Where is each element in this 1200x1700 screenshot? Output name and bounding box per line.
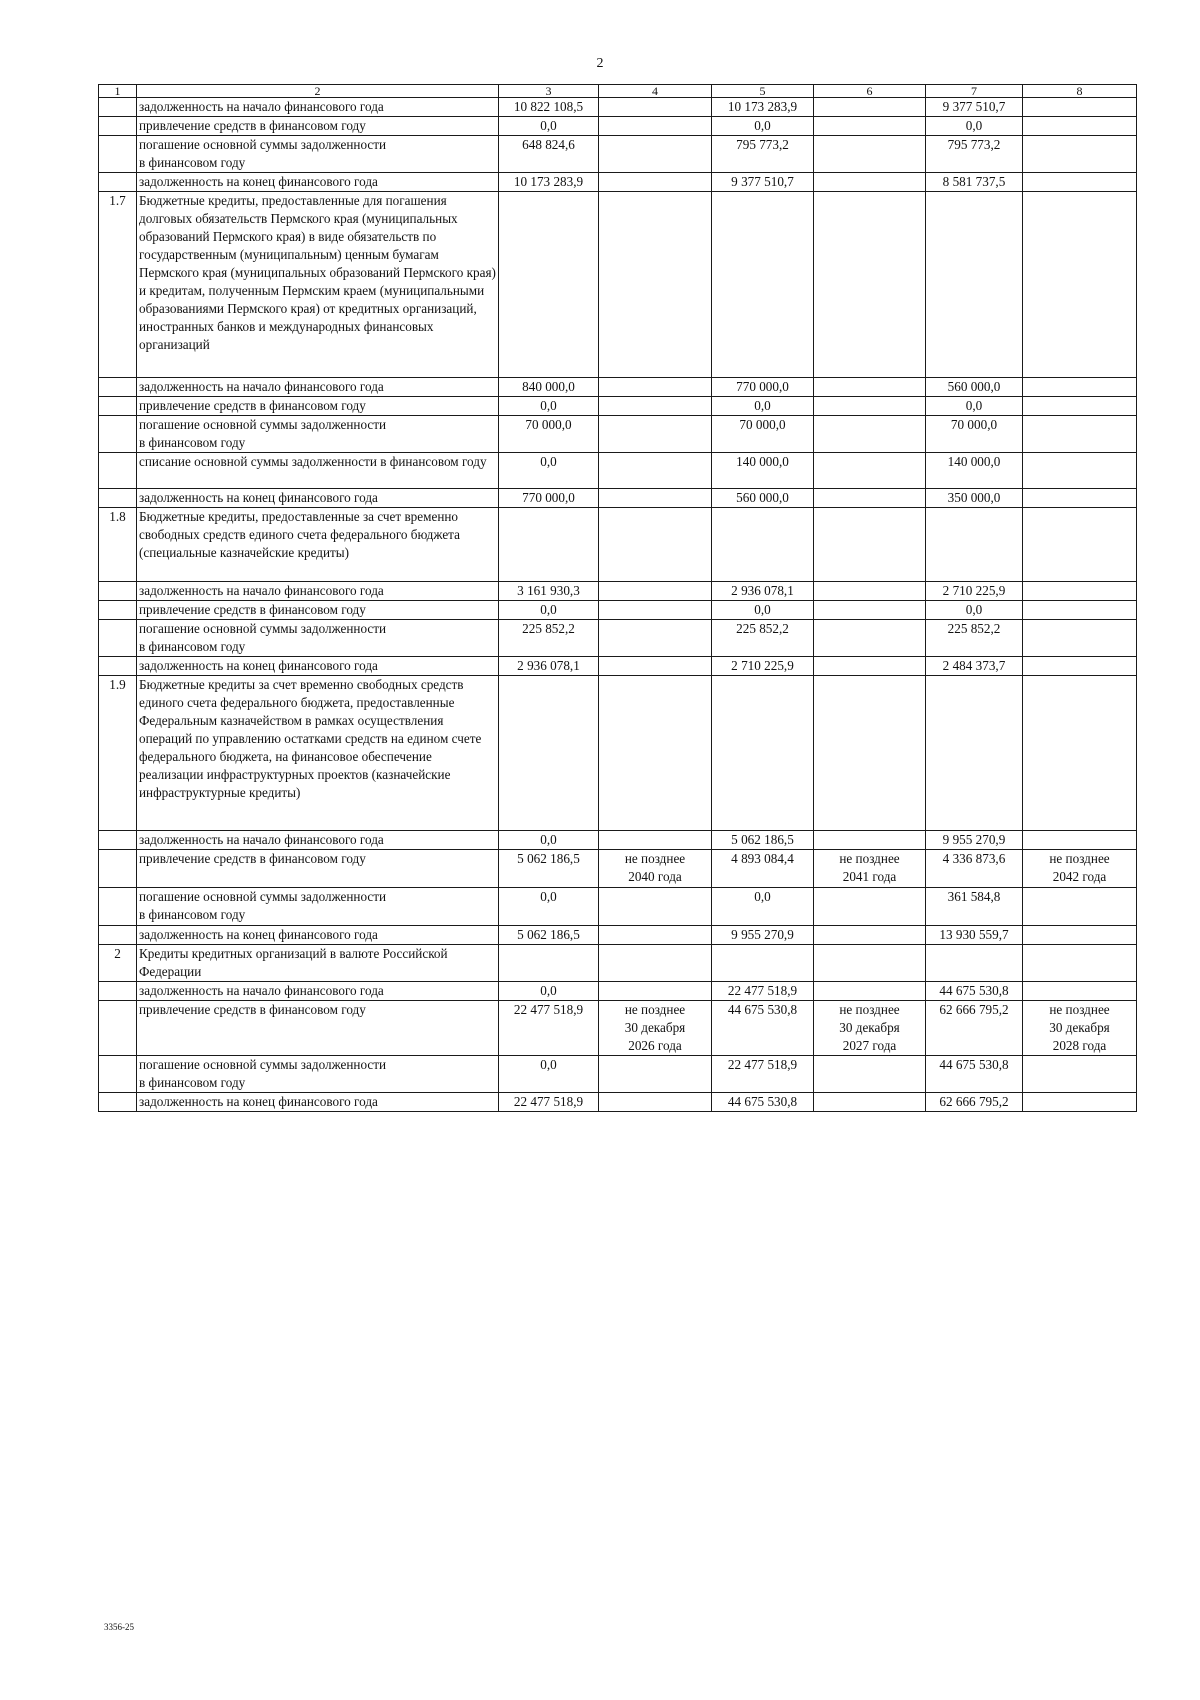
indicator-cell: задолженность на конец финансового года [137,926,499,945]
row-number-cell [99,378,137,397]
term-col8-cell [1023,508,1137,582]
value-col5-cell: 2 710 225,9 [712,657,814,676]
term-col6-cell [814,582,926,601]
value-col5-cell: 225 852,2 [712,620,814,657]
row-number-cell: 1.7 [99,192,137,378]
table-row [99,620,1137,657]
value-col3-cell: 70 000,0 [499,416,599,453]
term-col8-cell [1023,1093,1137,1112]
header-cell: 7 [926,85,1023,98]
term-col6-cell [814,192,926,378]
indicator-cell: погашение основной суммы задолженности в финансовом году [137,888,499,926]
value-col5-cell: 0,0 [712,888,814,926]
value-col7-cell: 44 675 530,8 [926,982,1023,1001]
value-col3-cell: 10 173 283,9 [499,173,599,192]
row-number-cell [99,173,137,192]
term-col6-cell [814,508,926,582]
indicator-cell: списание основной суммы задолженности в финансовом году [137,453,499,489]
value-col5-cell: 795 773,2 [712,136,814,173]
row-number-cell [99,1056,137,1093]
row-number-cell: 1.8 [99,508,137,582]
term-col4-cell [599,1056,712,1093]
indicator-cell: привлечение средств в финансовом году [137,850,499,888]
term-col4-cell [599,489,712,508]
debt-table [98,84,1137,1112]
value-col7-cell: 62 666 795,2 [926,1001,1023,1056]
table-row [99,926,1137,945]
table-row [99,1056,1137,1093]
term-col6-cell [814,831,926,850]
table-header-row [99,85,1137,98]
table-row [99,601,1137,620]
table-row [99,850,1137,888]
indicator-cell: привлечение средств в финансовом году [137,1001,499,1056]
term-col4-cell [599,416,712,453]
value-col5-cell [712,192,814,378]
term-col6-cell [814,1056,926,1093]
value-col3-cell: 2 936 078,1 [499,657,599,676]
value-col5-cell: 9 377 510,7 [712,173,814,192]
row-number-cell [99,657,137,676]
row-number-cell [99,136,137,173]
indicator-cell: погашение основной суммы задолженности в финансовом году [137,416,499,453]
term-col4-cell [599,98,712,117]
row-number-cell [99,601,137,620]
table-row [99,582,1137,601]
value-col7-cell: 0,0 [926,601,1023,620]
term-col4-cell [599,117,712,136]
indicator-cell: привлечение средств в финансовом году [137,117,499,136]
value-col5-cell: 9 955 270,9 [712,926,814,945]
term-col4-cell [599,397,712,416]
value-col3-cell: 10 822 108,5 [499,98,599,117]
value-col5-cell: 770 000,0 [712,378,814,397]
term-col4-cell [599,136,712,173]
value-col3-cell [499,508,599,582]
value-col3-cell [499,192,599,378]
term-col6-cell [814,888,926,926]
value-col3-cell: 0,0 [499,601,599,620]
term-col6-cell [814,601,926,620]
row-number-cell [99,582,137,601]
table-row [99,173,1137,192]
indicator-cell: Бюджетные кредиты, предоставленные за счет временно свободных средств единого счета федерального бюджета (специальные казначейские кредиты) [137,508,499,582]
value-col5-cell: 44 675 530,8 [712,1093,814,1112]
value-col3-cell: 0,0 [499,1056,599,1093]
value-col3-cell: 0,0 [499,831,599,850]
term-col8-cell [1023,582,1137,601]
table-row [99,98,1137,117]
row-number-cell [99,397,137,416]
header-cell: 5 [712,85,814,98]
value-col7-cell: 44 675 530,8 [926,1056,1023,1093]
value-col7-cell: 0,0 [926,397,1023,416]
term-col6-cell [814,676,926,831]
value-col7-cell: 2 484 373,7 [926,657,1023,676]
value-col5-cell [712,508,814,582]
indicator-cell: задолженность на начало финансового года [137,831,499,850]
term-col4-cell [599,982,712,1001]
table-row [99,1001,1137,1056]
indicator-cell: задолженность на начало финансового года [137,378,499,397]
table-row [99,136,1137,173]
value-col5-cell: 22 477 518,9 [712,1056,814,1093]
term-col6-cell: не позднее 2041 года [814,850,926,888]
term-col8-cell [1023,98,1137,117]
document-code: 3356-25 [104,1622,134,1632]
term-col6-cell [814,173,926,192]
term-col6-cell [814,1093,926,1112]
value-col5-cell [712,676,814,831]
indicator-cell: привлечение средств в финансовом году [137,397,499,416]
table-row [99,945,1137,982]
term-col4-cell [599,676,712,831]
row-number-cell [99,489,137,508]
indicator-cell: задолженность на конец финансового года [137,489,499,508]
term-col6-cell [814,926,926,945]
value-col3-cell: 225 852,2 [499,620,599,657]
value-col7-cell: 140 000,0 [926,453,1023,489]
value-col3-cell [499,945,599,982]
term-col6-cell [814,136,926,173]
term-col6-cell [814,397,926,416]
row-number-cell [99,1001,137,1056]
value-col3-cell: 770 000,0 [499,489,599,508]
term-col6-cell [814,453,926,489]
term-col4-cell [599,1093,712,1112]
value-col3-cell: 648 824,6 [499,136,599,173]
term-col8-cell [1023,620,1137,657]
table-row [99,982,1137,1001]
table-row [99,508,1137,582]
value-col7-cell: 8 581 737,5 [926,173,1023,192]
term-col4-cell: не позднее 2040 года [599,850,712,888]
value-col7-cell: 9 955 270,9 [926,831,1023,850]
term-col6-cell [814,489,926,508]
term-col6-cell [814,117,926,136]
value-col3-cell: 840 000,0 [499,378,599,397]
indicator-cell: погашение основной суммы задолженности в финансовом году [137,1056,499,1093]
term-col8-cell [1023,1056,1137,1093]
term-col8-cell [1023,926,1137,945]
term-col8-cell [1023,192,1137,378]
term-col4-cell [599,582,712,601]
table-row [99,676,1137,831]
table-row [99,888,1137,926]
value-col7-cell: 0,0 [926,117,1023,136]
header-cell: 8 [1023,85,1137,98]
term-col4-cell [599,657,712,676]
value-col3-cell: 0,0 [499,397,599,416]
term-col4-cell [599,945,712,982]
indicator-cell: задолженность на конец финансового года [137,173,499,192]
term-col8-cell [1023,657,1137,676]
header-cell: 3 [499,85,599,98]
term-col6-cell [814,378,926,397]
term-col6-cell [814,945,926,982]
term-col4-cell: не позднее 30 декабря 2026 года [599,1001,712,1056]
table-row [99,117,1137,136]
value-col3-cell: 0,0 [499,453,599,489]
term-col4-cell [599,192,712,378]
page-number: 2 [596,56,604,71]
term-col8-cell [1023,945,1137,982]
table-row [99,657,1137,676]
value-col7-cell: 350 000,0 [926,489,1023,508]
indicator-cell: Бюджетные кредиты, предоставленные для погашения долговых обязательств Пермского края (муниципальных образований Пермского края) в виде обязательств по государственным (муниципальным) ценным бумагам Пермского края (муниципальных образований Пермского края) и кредитам, полученным Пермским краем (муниципальными образованиями Пермского края) от кредитных организаций, иностранных банков и международных финансовых организаций [137,192,499,378]
term-col4-cell [599,831,712,850]
value-col7-cell: 225 852,2 [926,620,1023,657]
value-col3-cell [499,676,599,831]
term-col4-cell [599,888,712,926]
indicator-cell: задолженность на конец финансового года [137,657,499,676]
row-number-cell [99,850,137,888]
indicator-cell: погашение основной суммы задолженности в финансовом году [137,620,499,657]
value-col5-cell: 0,0 [712,397,814,416]
table-row [99,453,1137,489]
term-col8-cell [1023,173,1137,192]
value-col7-cell [926,676,1023,831]
term-col8-cell: не позднее 30 декабря 2028 года [1023,1001,1137,1056]
value-col5-cell: 0,0 [712,601,814,620]
value-col3-cell: 0,0 [499,117,599,136]
value-col3-cell: 3 161 930,3 [499,582,599,601]
term-col6-cell [814,416,926,453]
value-col7-cell: 70 000,0 [926,416,1023,453]
term-col4-cell [599,620,712,657]
table-row [99,416,1137,453]
term-col8-cell [1023,489,1137,508]
term-col4-cell [599,173,712,192]
indicator-cell: Кредиты кредитных организаций в валюте Российской Федерации [137,945,499,982]
value-col7-cell [926,945,1023,982]
indicator-cell: погашение основной суммы задолженности в финансовом году [137,136,499,173]
row-number-cell [99,926,137,945]
value-col5-cell: 2 936 078,1 [712,582,814,601]
term-col8-cell [1023,888,1137,926]
term-col6-cell [814,982,926,1001]
header-cell: 4 [599,85,712,98]
row-number-cell [99,620,137,657]
value-col3-cell: 22 477 518,9 [499,1093,599,1112]
value-col5-cell [712,945,814,982]
indicator-cell: Бюджетные кредиты за счет временно свободных средств единого счета федерального бюджета, предоставленные Федеральным казначейством в рамках осуществления операций по управлению остатками средств на едином счете федерального бюджета, на финансовое обеспечение реализации инфраструктурных проектов (казначейские инфраструктурные кредиты) [137,676,499,831]
value-col5-cell: 70 000,0 [712,416,814,453]
term-col8-cell [1023,378,1137,397]
row-number-cell [99,98,137,117]
table-row [99,1093,1137,1112]
indicator-cell: задолженность на конец финансового года [137,1093,499,1112]
term-col4-cell [599,453,712,489]
value-col5-cell: 10 173 283,9 [712,98,814,117]
value-col7-cell: 2 710 225,9 [926,582,1023,601]
table-row [99,192,1137,378]
value-col3-cell: 0,0 [499,888,599,926]
term-col8-cell [1023,453,1137,489]
term-col6-cell [814,620,926,657]
table-row [99,378,1137,397]
value-col7-cell: 62 666 795,2 [926,1093,1023,1112]
term-col4-cell [599,926,712,945]
term-col8-cell [1023,831,1137,850]
header-cell: 2 [137,85,499,98]
value-col7-cell: 4 336 873,6 [926,850,1023,888]
header-cell: 6 [814,85,926,98]
term-col8-cell [1023,982,1137,1001]
value-col3-cell: 5 062 186,5 [499,926,599,945]
term-col8-cell [1023,601,1137,620]
term-col8-cell [1023,136,1137,173]
row-number-cell [99,831,137,850]
row-number-cell [99,117,137,136]
value-col3-cell: 22 477 518,9 [499,1001,599,1056]
table-row [99,397,1137,416]
value-col5-cell: 44 675 530,8 [712,1001,814,1056]
row-number-cell [99,1093,137,1112]
value-col7-cell [926,508,1023,582]
row-number-cell [99,982,137,1001]
term-col8-cell [1023,397,1137,416]
term-col4-cell [599,508,712,582]
term-col6-cell [814,98,926,117]
value-col5-cell: 140 000,0 [712,453,814,489]
term-col4-cell [599,378,712,397]
indicator-cell: задолженность на начало финансового года [137,582,499,601]
row-number-cell [99,888,137,926]
value-col3-cell: 0,0 [499,982,599,1001]
value-col3-cell: 5 062 186,5 [499,850,599,888]
value-col7-cell: 361 584,8 [926,888,1023,926]
row-number-cell: 2 [99,945,137,982]
value-col7-cell: 560 000,0 [926,378,1023,397]
row-number-cell [99,453,137,489]
term-col8-cell: не позднее 2042 года [1023,850,1137,888]
header-cell: 1 [99,85,137,98]
value-col7-cell: 9 377 510,7 [926,98,1023,117]
indicator-cell: задолженность на начало финансового года [137,982,499,1001]
value-col5-cell: 22 477 518,9 [712,982,814,1001]
row-number-cell [99,416,137,453]
row-number-cell: 1.9 [99,676,137,831]
term-col8-cell [1023,416,1137,453]
indicator-cell: задолженность на начало финансового года [137,98,499,117]
term-col6-cell [814,657,926,676]
value-col7-cell: 13 930 559,7 [926,926,1023,945]
term-col4-cell [599,601,712,620]
indicator-cell: привлечение средств в финансовом году [137,601,499,620]
value-col7-cell: 795 773,2 [926,136,1023,173]
value-col7-cell [926,192,1023,378]
term-col6-cell: не позднее 30 декабря 2027 года [814,1001,926,1056]
table-row [99,489,1137,508]
value-col5-cell: 560 000,0 [712,489,814,508]
term-col8-cell [1023,117,1137,136]
table-row [99,831,1137,850]
value-col5-cell: 5 062 186,5 [712,831,814,850]
value-col5-cell: 4 893 084,4 [712,850,814,888]
term-col8-cell [1023,676,1137,831]
value-col5-cell: 0,0 [712,117,814,136]
